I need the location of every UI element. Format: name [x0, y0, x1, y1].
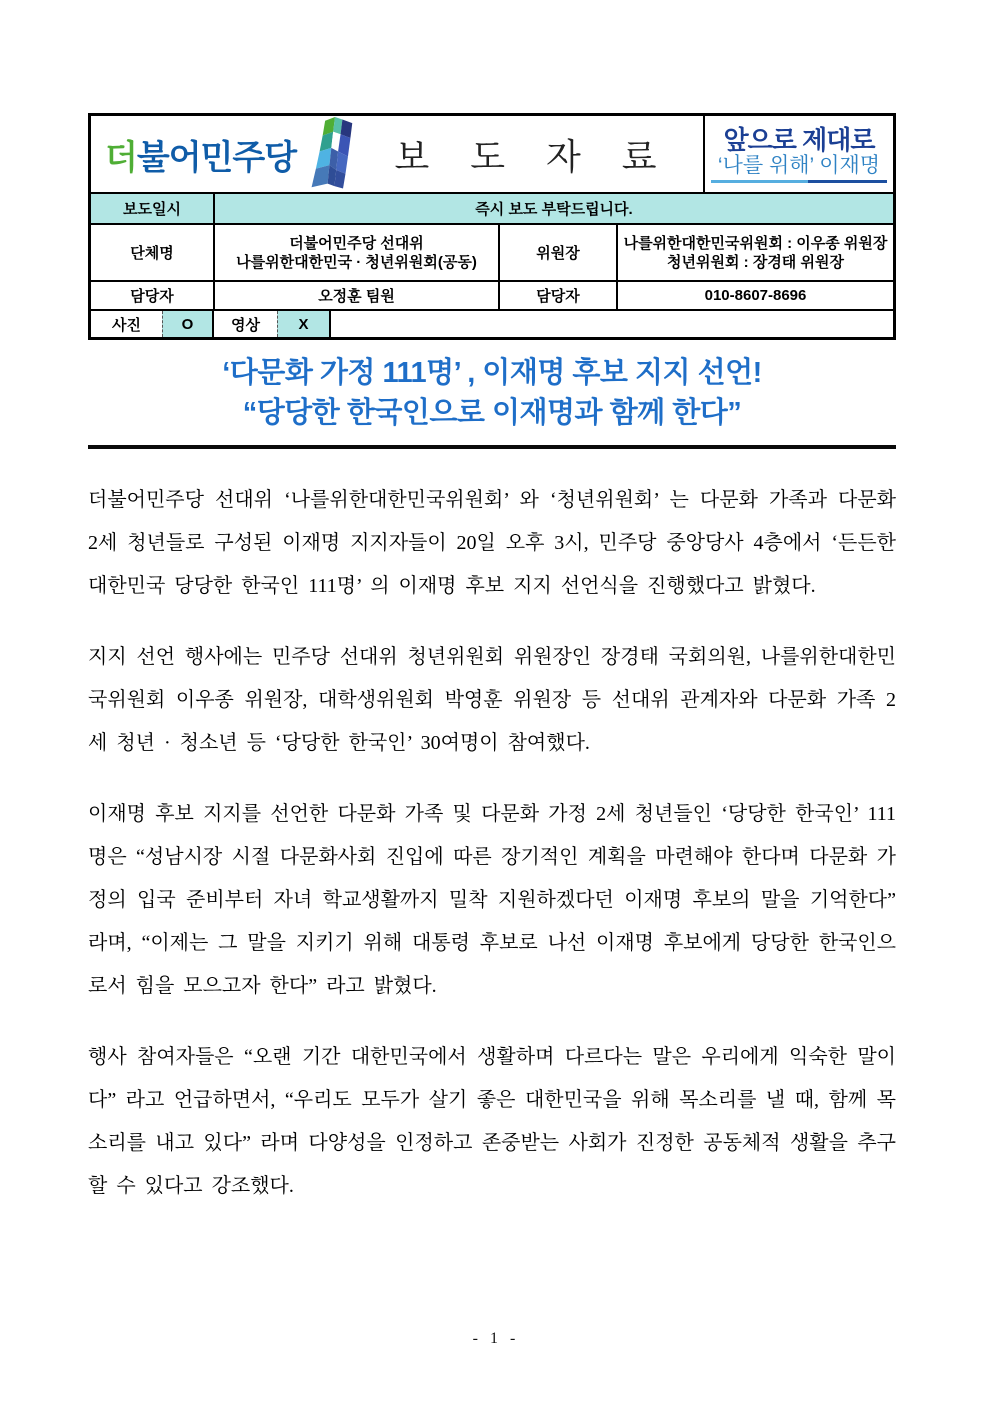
wordmark-rest: 불어민주당: [136, 138, 297, 177]
video-label: 영상: [212, 311, 277, 337]
headline-divider: [88, 445, 896, 449]
chairman-value: [616, 225, 893, 280]
party-flag-icon: [300, 117, 370, 191]
masthead-title: 보 도 자 료: [394, 136, 673, 177]
contact-row: [91, 280, 893, 309]
organization-label: 단체명: [130, 245, 174, 262]
release-date-label: 보도일시: [91, 194, 213, 223]
media-row-empty-cell: [329, 311, 893, 337]
chairman-value-lines: [624, 234, 888, 272]
header-table: [88, 113, 896, 340]
chairman-label: 위원장: [498, 225, 616, 280]
organization-value: [213, 225, 498, 280]
chairman-line1: 나를위한대한민국위원회 : 이우종 위원장: [623, 234, 888, 252]
page-content: [88, 113, 896, 1208]
organization-value-lines: [236, 234, 477, 272]
masthead-row: [91, 116, 893, 192]
release-date-row: [91, 192, 893, 223]
slogan-line1: 앞으로 제대로: [723, 124, 875, 155]
video-mark: X: [277, 311, 329, 337]
organization-row: [91, 223, 893, 280]
contact-label: 담당자: [130, 288, 174, 305]
organization-line1: 더불어민주당 선대위: [289, 234, 424, 252]
slogan-underline: [711, 180, 887, 183]
slogan-cell: [703, 116, 893, 192]
organization-line2: 나를위한대한민국 · 청년위원회(공동): [236, 253, 477, 271]
body-paragraph-4: 행사 참여자들은 “오랜 기간 대한민국에서 생활하며 다르다는 말은 우리에게 익숙한 말이다” 라고 언급하면서, “우리도 모두가 살기 좋은 대한민국을 위해 목소리를 낼 때, 함께 목소리를 내고 있다” 라며 다양성을 인정하고 존중받는 사회가 진정한 공동체적 생활을 추구할 수 있다고 강조했다.: [88, 1046, 896, 1197]
headline: [88, 353, 896, 433]
release-date-value: 즉시 보도 부탁드립니다.: [213, 194, 893, 223]
wordmark-first-syllable: 더: [105, 138, 137, 177]
page-number: - 1 -: [472, 1330, 520, 1347]
media-row: [91, 309, 893, 337]
headline-line1: ‘다문화 가정 111명’ , 이재명 후보 지지 선언!: [222, 357, 762, 389]
photo-label: 사진: [112, 316, 141, 334]
contact-label2: 담당자: [498, 282, 616, 309]
contact-name: 오정훈 팀원: [213, 282, 498, 309]
headline-line2: “당당한 한국인으로 이재명과 함께 한다”: [242, 397, 742, 429]
body-text: [88, 479, 896, 1208]
slogan-line2: ‘나를 위해’ 이재명: [717, 153, 881, 177]
body-paragraph-3: 이재명 후보 지지를 선언한 다문화 가족 및 다문화 가정 2세 청년들인 ‘당당한 한국인’ 111명은 “성남시장 시절 다문화사회 진입에 따른 장기적인 계획을 마련해야 한다며 다문화 가정의 입국 준비부터 자녀 학교생활까지 밀착 지원하겠다던 이재명 후보의 말을 기억한다” 라며, “이제는 그 말을 지키기 위해 대통령 후보로 나선 이재명 후보에게 당당한 한국인으로서 힘을 모으고자 한다” 라고 밝혔다.: [88, 803, 896, 997]
party-wordmark: [105, 130, 296, 179]
photo-mark: O: [162, 311, 212, 337]
body-paragraph-2: 지지 선언 행사에는 민주당 선대위 청년위원회 위원장인 장경태 국회의원, 나를위한대한민국위원회 이우종 위원장, 대학생위원회 박영훈 위원장 등 선대위 관계자와 다문화 가족 2세 청년 · 청소년 등 ‘당당한 한국인’ 30여명이 참여했다.: [88, 646, 896, 754]
brand-cell: [91, 116, 703, 192]
chairman-line2: 청년위원회 : 장경태 위원장: [667, 253, 844, 271]
contact-phone: 010-8607-8696: [616, 282, 893, 309]
body-paragraph-1: 더불어민주당 선대위 ‘나를위한대한민국위원회’ 와 ‘청년위원회’ 는 다문화 가족과 다문화 2세 청년들로 구성된 이재명 지지자들이 20일 오후 3시, 민주당 중앙당사 4층에서 ‘든든한 대한민국 당당한 한국인 111명’ 의 이재명 후보 지지 선언식을 진행했다고 밝혔다.: [88, 489, 896, 597]
